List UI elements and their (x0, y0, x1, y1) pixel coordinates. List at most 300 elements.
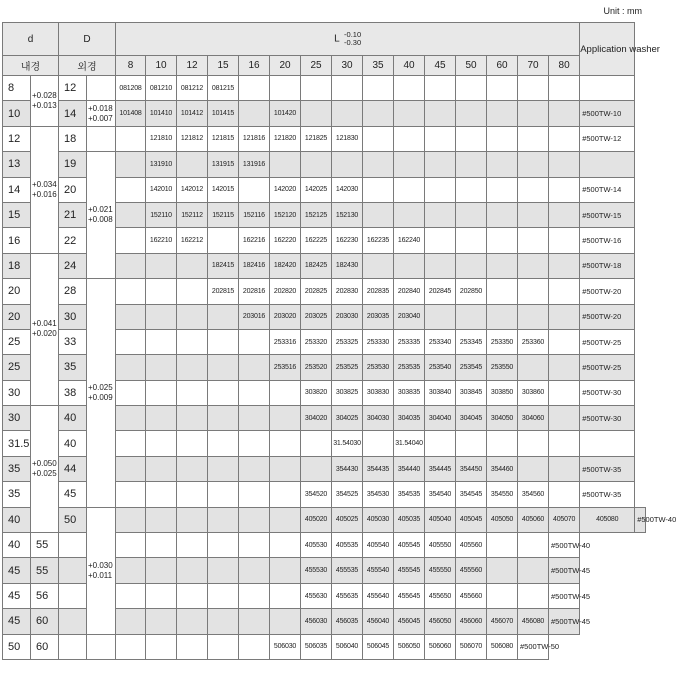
part-number-cell (59, 634, 87, 659)
part-number-cell (518, 177, 549, 202)
part-number-cell (208, 558, 239, 583)
part-number-cell (208, 329, 239, 354)
part-number-cell (116, 304, 146, 329)
part-number-cell (456, 431, 487, 456)
part-number-cell (518, 431, 549, 456)
part-number-cell (177, 152, 208, 177)
part-number-cell (208, 507, 239, 532)
part-number-cell: 081208 (116, 76, 146, 101)
inner-diameter-cell: 30 (3, 406, 31, 431)
part-number-cell (208, 228, 239, 253)
inner-diameter-cell: 14 (3, 177, 31, 202)
part-number-cell: 152115 (208, 202, 239, 227)
part-number-cell (549, 253, 580, 278)
header-L (116, 23, 580, 56)
part-number-cell: 253340 (425, 329, 456, 354)
outer-diameter-cell: 12 (59, 76, 87, 101)
washer-cell (580, 152, 635, 177)
part-number-cell (208, 583, 239, 608)
part-number-cell: 202830 (332, 279, 363, 304)
washer-cell: #500TW-16 (580, 228, 635, 253)
part-number-cell (177, 355, 208, 380)
washer-cell: #500TW-15 (580, 202, 635, 227)
outer-diameter-cell: 14 (59, 101, 87, 126)
part-number-cell: 121812 (177, 126, 208, 151)
part-number-cell: 142025 (301, 177, 332, 202)
part-number-cell: 303820 (301, 380, 332, 405)
part-number-cell: 182416 (239, 253, 270, 278)
part-number-cell: 455560 (456, 558, 487, 583)
part-number-cell: 506035 (301, 634, 332, 659)
part-number-cell: 456080 (518, 609, 549, 634)
part-number-cell (425, 304, 456, 329)
part-number-cell: 152110 (146, 202, 177, 227)
part-number-cell (239, 583, 270, 608)
part-number-cell (270, 609, 301, 634)
part-number-cell: 456070 (487, 609, 518, 634)
part-number-cell (394, 202, 425, 227)
part-number-cell (270, 380, 301, 405)
outer-diameter-cell: 55 (31, 533, 59, 558)
part-number-cell: 405060 (518, 507, 549, 532)
part-number-cell: 202820 (270, 279, 301, 304)
washer-cell: #500TW-40 (635, 507, 646, 532)
part-number-cell (487, 177, 518, 202)
outer-tolerance-cell: +0.025 +0.009 (87, 279, 116, 508)
washer-cell: #500TW-18 (580, 253, 635, 278)
part-number-cell (363, 202, 394, 227)
part-number-cell (270, 482, 301, 507)
table-row (3, 76, 646, 101)
part-number-cell: 202815 (208, 279, 239, 304)
washer-cell: #500TW-40 (549, 533, 580, 558)
part-number-cell (456, 177, 487, 202)
part-number-cell (239, 406, 270, 431)
part-number-cell (487, 76, 518, 101)
inner-diameter-cell: 35 (3, 456, 31, 481)
part-number-cell: 304045 (456, 406, 487, 431)
header-L-25: 25 (301, 56, 332, 76)
outer-diameter-cell: 55 (31, 558, 59, 583)
part-number-cell (456, 253, 487, 278)
table-row (3, 634, 646, 659)
part-number-cell: 354435 (363, 456, 394, 481)
part-number-cell: 203025 (301, 304, 332, 329)
part-number-cell: 253360 (518, 329, 549, 354)
part-number-cell (177, 634, 208, 659)
outer-tolerance-cell: +0.030 +0.011 (87, 507, 116, 634)
part-number-cell (116, 177, 146, 202)
part-number-cell (549, 304, 580, 329)
washer-cell: #500TW-20 (580, 279, 635, 304)
part-number-cell: 456030 (301, 609, 332, 634)
part-number-cell (116, 583, 146, 608)
part-number-cell: 121825 (301, 126, 332, 151)
part-number-cell (146, 507, 177, 532)
part-number-cell (394, 101, 425, 126)
table-row (3, 507, 646, 532)
inner-diameter-cell: 20 (3, 279, 31, 304)
part-number-cell (270, 76, 301, 101)
part-number-cell (425, 152, 456, 177)
part-number-cell (116, 380, 146, 405)
part-number-cell: 405035 (394, 507, 425, 532)
part-number-cell (146, 558, 177, 583)
part-number-cell: 405070 (549, 507, 580, 532)
washer-cell: #500TW-45 (549, 583, 580, 608)
part-number-cell: 405030 (363, 507, 394, 532)
part-number-cell: 304035 (394, 406, 425, 431)
part-number-cell (177, 431, 208, 456)
part-number-cell (59, 558, 87, 583)
part-number-cell (270, 507, 301, 532)
washer-cell: #500TW-45 (549, 609, 580, 634)
part-number-cell (239, 456, 270, 481)
part-number-cell (549, 126, 580, 151)
header-L-12: 12 (177, 56, 208, 76)
part-number-cell (208, 355, 239, 380)
part-number-cell (518, 76, 549, 101)
part-number-cell (146, 609, 177, 634)
part-number-cell: 405560 (456, 533, 487, 558)
part-number-cell (116, 431, 146, 456)
part-number-cell (177, 583, 208, 608)
part-number-cell (518, 355, 549, 380)
part-number-cell: 182430 (332, 253, 363, 278)
part-number-cell (487, 228, 518, 253)
part-number-cell (518, 152, 549, 177)
part-number-cell: 405530 (301, 533, 332, 558)
part-number-cell (270, 456, 301, 481)
part-number-cell (177, 380, 208, 405)
part-number-cell (425, 76, 456, 101)
part-number-cell (208, 304, 239, 329)
part-number-cell (518, 533, 549, 558)
part-number-cell: 202835 (363, 279, 394, 304)
outer-diameter-cell: 50 (59, 507, 87, 532)
part-number-cell (518, 558, 549, 583)
part-number-cell: 304030 (363, 406, 394, 431)
outer-diameter-cell: 21 (59, 202, 87, 227)
part-number-cell (239, 380, 270, 405)
part-number-cell (239, 609, 270, 634)
outer-diameter-cell: 60 (31, 609, 59, 634)
part-number-cell: 31.54040 (394, 431, 425, 456)
part-number-cell: 182415 (208, 253, 239, 278)
part-number-cell: 162220 (270, 228, 301, 253)
part-number-cell: 131910 (146, 152, 177, 177)
part-number-cell (146, 406, 177, 431)
part-number-cell (487, 431, 518, 456)
part-number-cell (239, 355, 270, 380)
inner-diameter-cell: 40 (3, 533, 31, 558)
part-number-cell (208, 609, 239, 634)
part-number-cell: 121815 (208, 126, 239, 151)
part-number-cell (239, 558, 270, 583)
part-number-cell: 405535 (332, 533, 363, 558)
part-number-cell (456, 152, 487, 177)
part-number-cell (394, 126, 425, 151)
header-D: D (59, 23, 116, 56)
part-number-cell (549, 355, 580, 380)
part-number-cell: 354550 (487, 482, 518, 507)
part-number-cell: 101420 (270, 101, 301, 126)
part-number-cell: 162235 (363, 228, 394, 253)
part-number-cell (208, 431, 239, 456)
part-number-cell: 142020 (270, 177, 301, 202)
part-number-cell (549, 279, 580, 304)
part-number-cell (116, 533, 146, 558)
part-number-cell (239, 329, 270, 354)
outer-diameter-cell: 24 (59, 253, 87, 278)
bushing-spec-table (2, 22, 676, 660)
outer-diameter-cell: 19 (59, 152, 87, 177)
part-number-cell (332, 152, 363, 177)
inner-diameter-cell: 25 (3, 355, 31, 380)
part-number-cell (270, 406, 301, 431)
outer-diameter-cell: 33 (59, 329, 87, 354)
part-number-cell (487, 101, 518, 126)
part-number-cell (116, 634, 146, 659)
part-number-cell: 162240 (394, 228, 425, 253)
outer-diameter-cell: 22 (59, 228, 87, 253)
part-number-cell (456, 76, 487, 101)
inner-tolerance-cell: +0.028 +0.013 (31, 76, 59, 127)
part-number-cell (425, 202, 456, 227)
part-number-cell: 405040 (425, 507, 456, 532)
part-number-cell: 455530 (301, 558, 332, 583)
washer-cell: #500TW-25 (580, 329, 635, 354)
part-number-cell (549, 152, 580, 177)
outer-diameter-cell: 30 (59, 304, 87, 329)
inner-diameter-cell: 15 (3, 202, 31, 227)
part-number-cell (146, 279, 177, 304)
part-number-cell: 506050 (394, 634, 425, 659)
part-number-cell: 253335 (394, 329, 425, 354)
outer-diameter-cell: 56 (31, 583, 59, 608)
part-number-cell: 253516 (270, 355, 301, 380)
inner-diameter-cell: 13 (3, 152, 31, 177)
part-number-cell (518, 202, 549, 227)
part-number-cell (270, 533, 301, 558)
inner-diameter-cell: 25 (3, 329, 31, 354)
part-number-cell (146, 355, 177, 380)
part-number-cell: 455545 (394, 558, 425, 583)
part-number-cell: 354440 (394, 456, 425, 481)
part-number-cell: 354535 (394, 482, 425, 507)
header-L-10: 10 (146, 56, 177, 76)
part-number-cell (549, 228, 580, 253)
part-number-cell: 121816 (239, 126, 270, 151)
header-L-8: 8 (116, 56, 146, 76)
washer-cell: #500TW-30 (580, 406, 635, 431)
outer-diameter-cell: 60 (31, 634, 59, 659)
part-number-cell: 506080 (487, 634, 518, 659)
part-number-cell: 121830 (332, 126, 363, 151)
part-number-cell (270, 152, 301, 177)
part-number-cell (116, 253, 146, 278)
part-number-cell: 152120 (270, 202, 301, 227)
part-number-cell: 304025 (332, 406, 363, 431)
part-number-cell: 101415 (208, 101, 239, 126)
part-number-cell: 354525 (332, 482, 363, 507)
part-number-cell (177, 507, 208, 532)
inner-diameter-cell: 16 (3, 228, 31, 253)
unit-label: Unit : mm (603, 6, 642, 16)
part-number-cell (456, 126, 487, 151)
outer-diameter-cell: 35 (59, 355, 87, 380)
header-application-washer: Application washer (580, 23, 635, 76)
washer-cell: #500TW-45 (549, 558, 580, 583)
part-number-cell: 142015 (208, 177, 239, 202)
part-number-cell (487, 152, 518, 177)
part-number-cell (363, 253, 394, 278)
part-number-cell: 081210 (146, 76, 177, 101)
part-number-cell (518, 583, 549, 608)
part-number-cell (177, 558, 208, 583)
header-L-50: 50 (456, 56, 487, 76)
part-number-cell (116, 126, 146, 151)
inner-diameter-cell: 12 (3, 126, 31, 151)
part-number-cell (177, 456, 208, 481)
part-number-cell (518, 101, 549, 126)
part-number-cell: 405025 (332, 507, 363, 532)
part-number-cell (239, 101, 270, 126)
part-number-cell (146, 634, 177, 659)
part-number-cell: 162216 (239, 228, 270, 253)
part-number-cell (363, 431, 394, 456)
part-number-cell (59, 583, 87, 608)
part-number-cell (146, 456, 177, 481)
part-number-cell (456, 101, 487, 126)
part-number-cell: 455650 (425, 583, 456, 608)
part-number-cell: 303830 (363, 380, 394, 405)
part-number-cell: 405550 (425, 533, 456, 558)
part-number-cell: 354540 (425, 482, 456, 507)
header-L-30: 30 (332, 56, 363, 76)
washer-cell: #500TW-14 (580, 177, 635, 202)
part-number-cell: 405020 (301, 507, 332, 532)
part-number-cell: 506040 (332, 634, 363, 659)
part-number-cell: 456050 (425, 609, 456, 634)
header-L-35: 35 (363, 56, 394, 76)
part-number-cell: 253530 (363, 355, 394, 380)
part-number-cell (549, 380, 580, 405)
part-number-cell (270, 431, 301, 456)
outer-diameter-cell: 40 (59, 406, 87, 431)
inner-diameter-cell: 45 (3, 558, 31, 583)
part-number-cell: 303840 (425, 380, 456, 405)
inner-diameter-cell: 8 (3, 76, 31, 101)
outer-diameter-cell: 44 (59, 456, 87, 481)
washer-cell: #500TW-30 (580, 380, 635, 405)
part-number-cell (116, 329, 146, 354)
part-number-cell: 354530 (363, 482, 394, 507)
part-number-cell: 405545 (394, 533, 425, 558)
part-number-cell (518, 279, 549, 304)
part-number-cell (549, 177, 580, 202)
part-number-cell (549, 329, 580, 354)
part-number-cell (301, 76, 332, 101)
table-row (3, 279, 646, 304)
part-number-cell: 203016 (239, 304, 270, 329)
part-number-cell (487, 279, 518, 304)
part-number-cell (177, 304, 208, 329)
part-number-cell (549, 482, 580, 507)
part-number-cell (518, 228, 549, 253)
part-number-cell (146, 380, 177, 405)
part-number-cell (487, 304, 518, 329)
part-number-cell: 304060 (518, 406, 549, 431)
table-body (3, 76, 676, 660)
part-number-cell (59, 533, 87, 558)
part-number-cell (549, 202, 580, 227)
part-number-cell (239, 533, 270, 558)
part-number-cell: 253325 (332, 329, 363, 354)
part-number-cell: 506060 (425, 634, 456, 659)
part-number-cell (425, 431, 456, 456)
part-number-cell: 202845 (425, 279, 456, 304)
part-number-cell: 304040 (425, 406, 456, 431)
part-number-cell (208, 634, 239, 659)
part-number-cell (146, 304, 177, 329)
part-number-cell: 455645 (394, 583, 425, 608)
outer-diameter-cell: 28 (59, 279, 87, 304)
part-number-cell: 455635 (332, 583, 363, 608)
inner-tolerance-cell: +0.034 +0.016 (31, 126, 59, 253)
part-number-cell (177, 279, 208, 304)
inner-tolerance-cell: +0.050 +0.025 (31, 406, 59, 533)
part-number-cell: 162230 (332, 228, 363, 253)
part-number-cell: 303845 (456, 380, 487, 405)
part-number-cell (116, 152, 146, 177)
inner-diameter-cell: 31.5 (3, 431, 31, 456)
washer-cell: #500TW-50 (518, 634, 549, 659)
part-number-cell: 455630 (301, 583, 332, 608)
part-number-cell: 121820 (270, 126, 301, 151)
washer-cell: #500TW-10 (580, 101, 635, 126)
part-number-cell: 456060 (456, 609, 487, 634)
part-number-cell: 182420 (270, 253, 301, 278)
part-number-cell (239, 507, 270, 532)
part-number-cell: 253330 (363, 329, 394, 354)
part-number-cell: 506030 (270, 634, 301, 659)
part-number-cell: 253345 (456, 329, 487, 354)
part-number-cell (208, 533, 239, 558)
part-number-cell (177, 609, 208, 634)
part-number-cell (146, 533, 177, 558)
part-number-cell: 253540 (425, 355, 456, 380)
part-number-cell (208, 456, 239, 481)
part-number-cell: 101408 (116, 101, 146, 126)
part-number-cell: 405050 (487, 507, 518, 532)
part-number-cell (301, 101, 332, 126)
table-row (3, 152, 646, 177)
part-number-cell (208, 482, 239, 507)
part-number-cell (549, 101, 580, 126)
header-L-symbol: L (334, 33, 340, 45)
washer-cell: #500TW-20 (580, 304, 635, 329)
outer-tolerance-cell (87, 126, 116, 151)
part-number-cell: 182425 (301, 253, 332, 278)
inner-diameter-cell: 35 (3, 482, 31, 507)
part-number-cell (518, 126, 549, 151)
part-number-cell: 152125 (301, 202, 332, 227)
part-number-cell (177, 329, 208, 354)
part-number-cell (87, 634, 116, 659)
part-number-cell (301, 152, 332, 177)
part-number-cell: 506045 (363, 634, 394, 659)
